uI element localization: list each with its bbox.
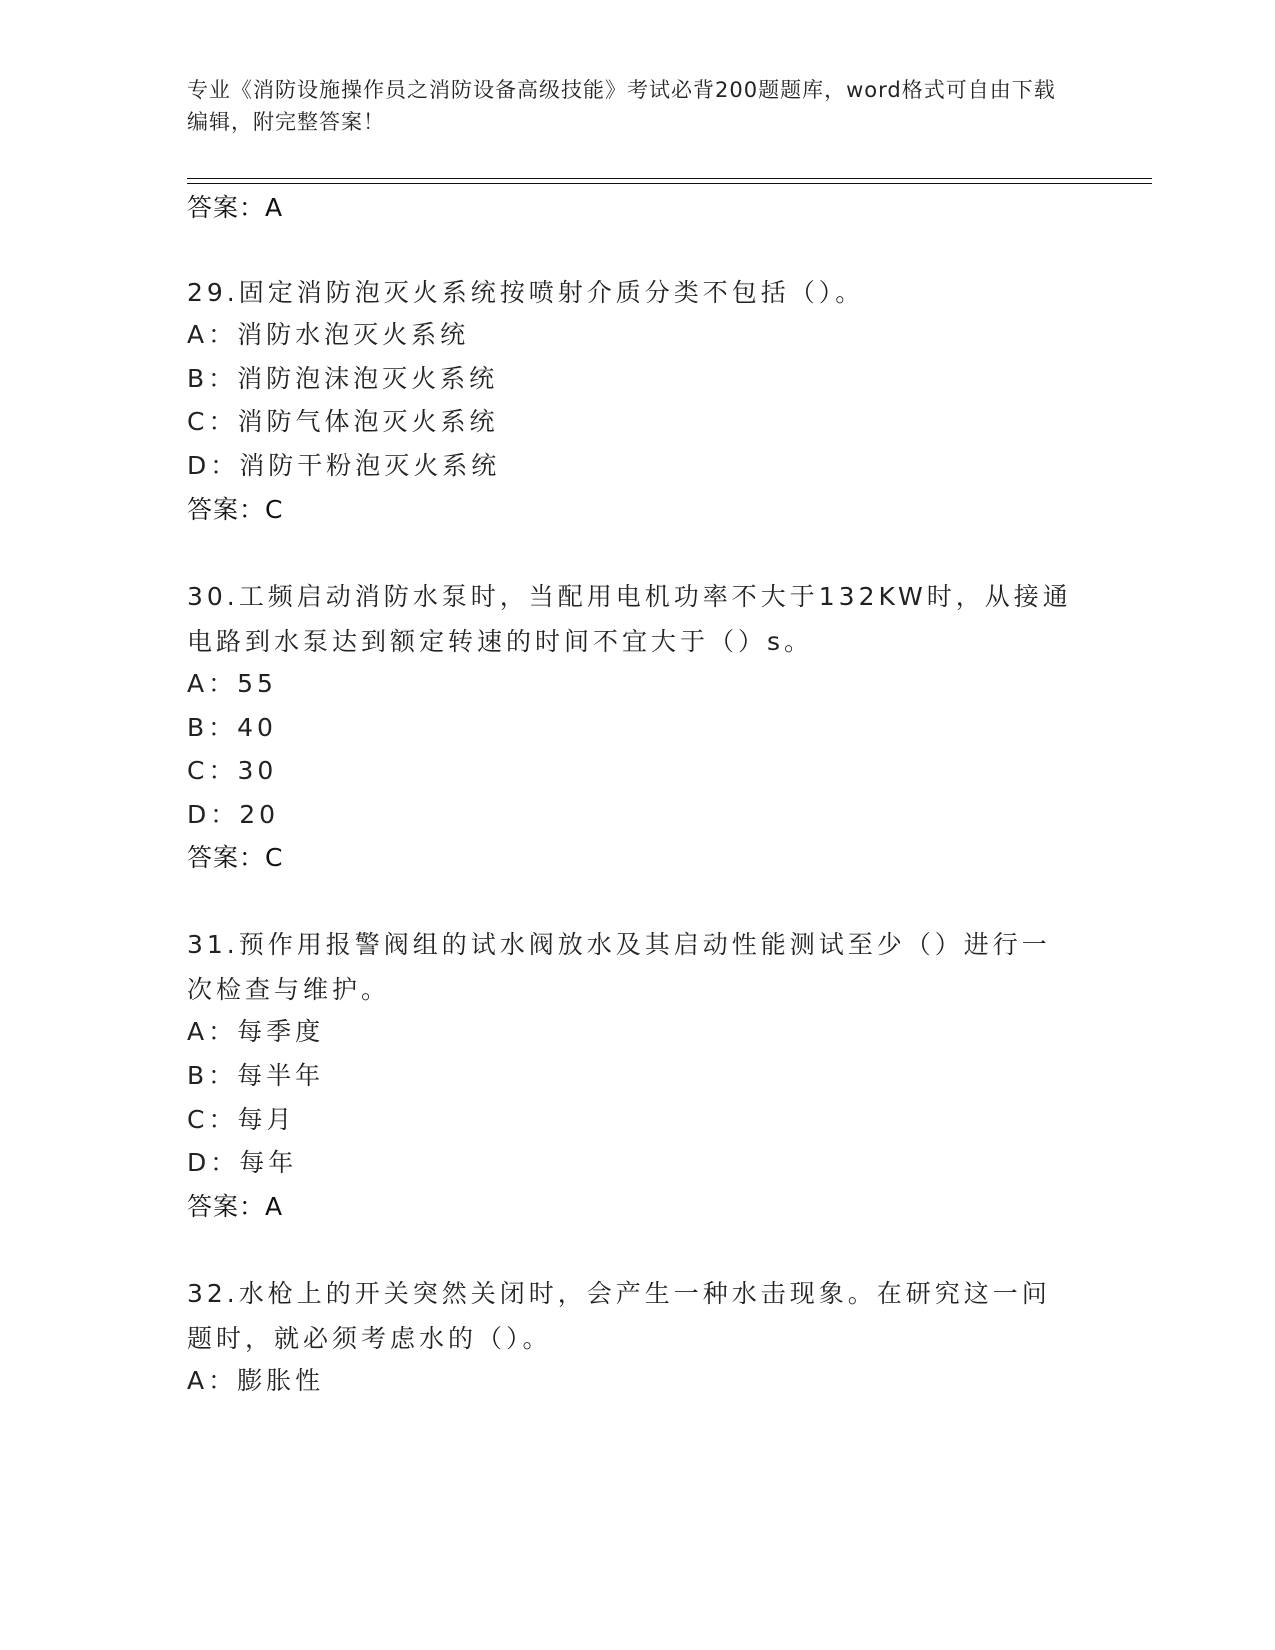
question-31-option-b: B：每半年 [187,1061,325,1090]
question-30-option-a: A：55 [187,669,277,698]
answer-31: 答案：A [187,1192,284,1221]
answer-29: 答案：C [187,495,284,524]
question-29-option-b: B：消防泡沫泡灭火系统 [187,364,499,393]
question-29-option-d: D：消防干粉泡灭火系统 [187,451,501,480]
question-31-option-d: D：每年 [187,1148,298,1177]
question-31-option-c: C：每月 [187,1105,296,1134]
question-29-stem: 29.固定消防泡灭火系统按喷射介质分类不包括（）。 [187,278,865,307]
question-29-option-c: C：消防气体泡灭火系统 [187,407,499,436]
question-32-stem: 32.水枪上的开关突然关闭时，会产生一种水击现象。在研究这一问题时，就必须考虑水的（）。 [187,1279,1051,1353]
header-divider-top [187,178,1152,179]
question-29-option-a: A：消防水泡灭火系统 [187,320,470,349]
question-31-stem: 31.预作用报警阀组的试水阀放水及其启动性能测试至少（）进行一次检查与维护。 [187,930,1051,1004]
question-30-option-c: C：30 [187,756,278,785]
question-30-option-d: D：20 [187,800,280,829]
question-30-option-b: B：40 [187,713,277,742]
question-32-option-a: A：膨胀性 [187,1366,325,1395]
answer-28: 答案：A [187,193,284,222]
header-divider-bottom [187,183,1152,184]
question-30-stem: 30.工频启动消防水泵时，当配用电机功率不大于132KW时，从接通电路到水泵达到额定转速的时间不宜大于（）s。 [187,582,1072,656]
question-31-option-a: A：每季度 [187,1017,325,1046]
answer-30: 答案：C [187,843,284,872]
document-header: 专业《消防设施操作员之消防设备高级技能》考试必背200题题库，word格式可自由下载编辑，附完整答案！ [187,78,1056,134]
